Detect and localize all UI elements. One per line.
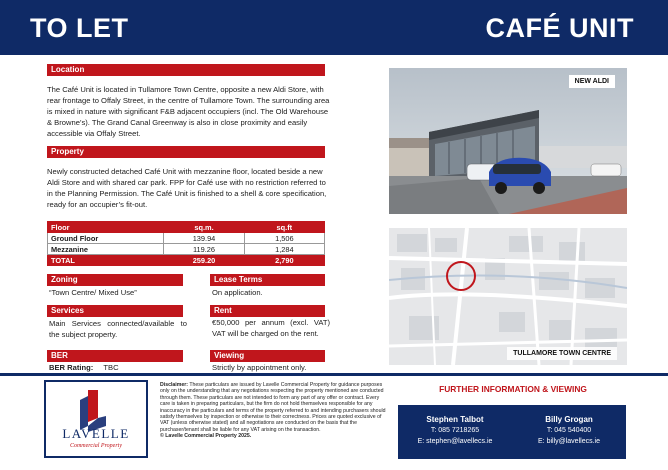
rent-heading: Rent xyxy=(210,305,325,317)
contact-email[interactable]: E: stephen@lavellecs.ie xyxy=(417,438,493,445)
contact-phone[interactable]: T: 045 540400 xyxy=(546,427,592,434)
zoning-heading: Zoning xyxy=(47,274,183,286)
contact-name: Billy Grogan xyxy=(545,415,593,424)
col-floor: Floor xyxy=(48,222,164,233)
rent-text: €50,000 per annum (excl. VAT) VAT will be charged on the rent. xyxy=(212,318,330,338)
location-text: The Café Unit is located in Tullamore Town Centre, opposite a new Aldi Store, with rear frontage to Offaly Street, in the centre of Tullamore Town. The surrounding area is mixed in nature with significant F&B adjacent occupiers (incl. The Old Warehouse & Browne’s). The Grand Canal Greenway is also in close proximity and easily accessible via Offaly Street. xyxy=(47,85,330,138)
row-sqft: 1,284 xyxy=(244,244,324,255)
table-row xyxy=(48,244,325,255)
services-text: Main Services connected/available to the subject property. xyxy=(49,319,187,339)
disclaimer-label: Disclaimer: xyxy=(160,382,188,388)
col-sqm: sq.m. xyxy=(164,222,244,233)
total-label: TOTAL xyxy=(48,255,164,266)
contact-card xyxy=(512,414,626,447)
lavelle-logo-name: LAVELLE xyxy=(62,426,130,441)
ber-rating xyxy=(49,363,189,374)
row-sqft: 1,506 xyxy=(244,233,324,244)
lavelle-logo-sub: Commercial Property xyxy=(69,443,123,449)
viewing-text: Strictly by appointment only. xyxy=(212,363,307,372)
map-illustration xyxy=(389,228,627,365)
table-row xyxy=(48,233,325,244)
floor-area-table xyxy=(47,221,325,266)
further-info-title: FURTHER INFORMATION & VIEWING xyxy=(439,384,587,394)
row-sqm: 139.94 xyxy=(164,233,244,244)
footer-rule xyxy=(0,373,668,376)
contact-name: Stephen Talbot xyxy=(426,415,484,424)
to-let-title: TO LET xyxy=(30,13,129,43)
contact-card xyxy=(398,414,512,447)
col-sqft: sq.ft xyxy=(244,222,324,233)
location-heading: Location xyxy=(47,64,325,76)
lavelle-logo xyxy=(44,380,148,458)
contact-email[interactable]: E: billy@lavellecs.ie xyxy=(538,438,600,445)
table-total-row xyxy=(48,255,325,266)
lease-terms-text: On application. xyxy=(212,288,263,297)
ber-rating-label: BER Rating: xyxy=(49,363,94,372)
contact-phone[interactable]: T: 085 7218265 xyxy=(430,427,480,434)
zoning-text: “Town Centre/ Mixed Use” xyxy=(49,288,137,297)
disclaimer-text: These particulars are issued by Lavelle Commercial Property for guidance purposes only on the understanding that any negotiations respecting the property mentioned are conducted through them. These particulars are not intended to form any part of any offer or contract. Every care is taken in preparing particulars, but the firm do not hold themselves responsible for any inaccuracy in the particulars and terms of the property referred to and intending purchasers should satisfy themselves by inspection or otherwise to their correctness. Prices are quoted exclusive of VAT (unless otherwise stated) and all negotiations are conducted on the basis that the purchaser/tenant shall be liable for any VAT arising on the transaction. xyxy=(160,382,386,433)
location-map xyxy=(389,228,627,365)
disclaimer-block xyxy=(160,382,388,440)
services-heading: Services xyxy=(47,305,183,317)
row-floor: Mezzanine xyxy=(48,244,164,255)
copyright-text: © Lavelle Commercial Property 2025. xyxy=(160,433,252,440)
map-label: TULLAMORE TOWN CENTRE xyxy=(507,347,617,360)
property-text: Newly constructed detached Café Unit with mezzanine floor, located beside a new Aldi Store and with shared car park. FPP for Café use with no restriction referred to in the Planning Permission. The Café Unit is finished to a shell & core specification, ready for an occupier’s fit-out. xyxy=(47,167,327,209)
row-floor: Ground Floor xyxy=(48,233,164,244)
top-banner xyxy=(0,0,668,55)
building-photo xyxy=(389,68,627,214)
cafe-unit-title: CAFÉ UNIT xyxy=(485,13,634,43)
new-aldi-label: NEW ALDI xyxy=(569,75,615,88)
ber-heading: BER xyxy=(47,350,183,362)
total-sqm: 259.20 xyxy=(164,255,244,266)
table-header-row xyxy=(48,222,325,233)
contact-panel xyxy=(398,405,626,459)
ber-rating-value: TBC xyxy=(103,363,119,372)
viewing-heading: Viewing xyxy=(210,350,325,362)
row-sqm: 119.26 xyxy=(164,244,244,255)
lease-terms-heading: Lease Terms xyxy=(210,274,325,286)
property-heading: Property xyxy=(47,146,325,158)
building-illustration xyxy=(389,68,627,214)
total-sqft: 2,790 xyxy=(244,255,324,266)
